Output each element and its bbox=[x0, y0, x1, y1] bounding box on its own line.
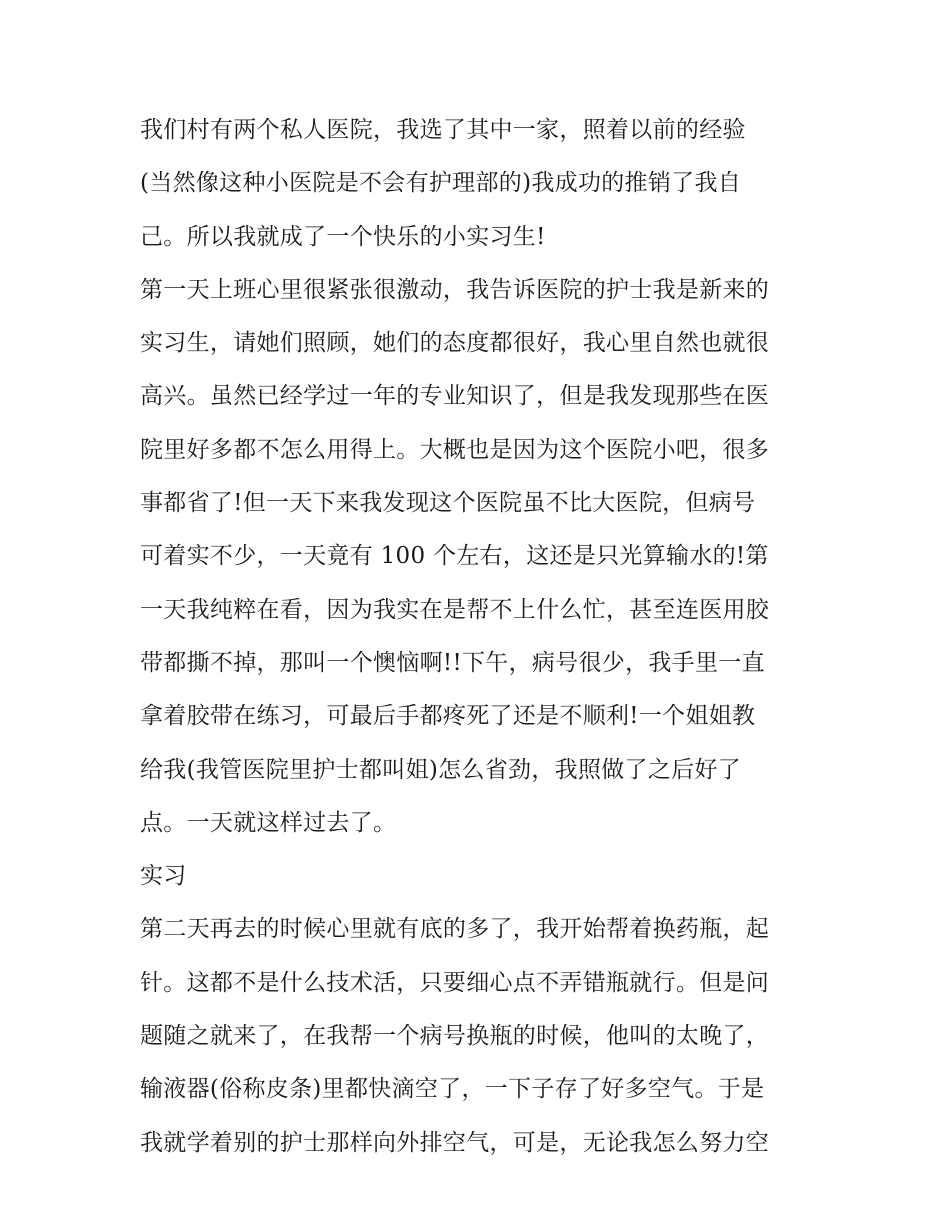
text-line: 给我(我管医院里护士都叫姐)怎么省劲，我照做了之后好了 bbox=[140, 756, 742, 783]
text-line: 输液器(俗称皮条)里都快滴空了，一下子存了好多空气。于是 bbox=[140, 1076, 765, 1103]
section-heading: 实习 bbox=[140, 863, 187, 890]
text-line: 题随之就来了，在我帮一个病号换瓶的时候，他叫的太晚了， bbox=[140, 1023, 770, 1050]
text-line: (当然像这种小医院是不会有护理部的)我成功的推销了我自 bbox=[140, 170, 742, 197]
text-line: 可着实不少，一天竟有 100 个左右，这还是只光算输水的!第 bbox=[140, 543, 769, 570]
text-line: 实习生，请她们照顾，她们的态度都很好，我心里自然也就很 bbox=[140, 330, 770, 357]
text-line: 我就学着别的护士那样向外排空气，可是，无论我怎么努力空 bbox=[140, 1129, 770, 1156]
text-line: 针。这都不是什么技术活，只要细心点不弄错瓶就行。但是问 bbox=[140, 969, 770, 996]
text-line: 我们村有两个私人医院，我选了其中一家，照着以前的经验 bbox=[140, 117, 746, 143]
text-line: 第二天再去的时候心里就有底的多了，我开始帮着换药瓶，起 bbox=[140, 916, 770, 943]
document-body bbox=[140, 104, 820, 1170]
text-line: 己。所以我就成了一个快乐的小实习生! bbox=[140, 223, 546, 250]
text-line: 拿着胶带在练习，可最后手都疼死了还是不顺利!一个姐姐教 bbox=[140, 703, 756, 730]
text-line: 点。一天就这样过去了。 bbox=[140, 809, 397, 836]
text-line: 高兴。虽然已经学过一年的专业知识了，但是我发现那些在医 bbox=[140, 383, 770, 410]
text-line: 带都撕不掉，那叫一个懊恼啊!!下午，病号很少，我手里一直 bbox=[140, 649, 765, 676]
text-line: 院里好多都不怎么用得上。大概也是因为这个医院小吧，很多 bbox=[140, 436, 770, 463]
text-line: 事都省了!但一天下来我发现这个医院虽不比大医院，但病号 bbox=[140, 490, 756, 517]
text-line: 一天我纯粹在看，因为我实在是帮不上什么忙，甚至连医用胶 bbox=[140, 596, 770, 623]
text-line: 第一天上班心里很紧张很激动，我告诉医院的护士我是新来的 bbox=[140, 276, 770, 303]
